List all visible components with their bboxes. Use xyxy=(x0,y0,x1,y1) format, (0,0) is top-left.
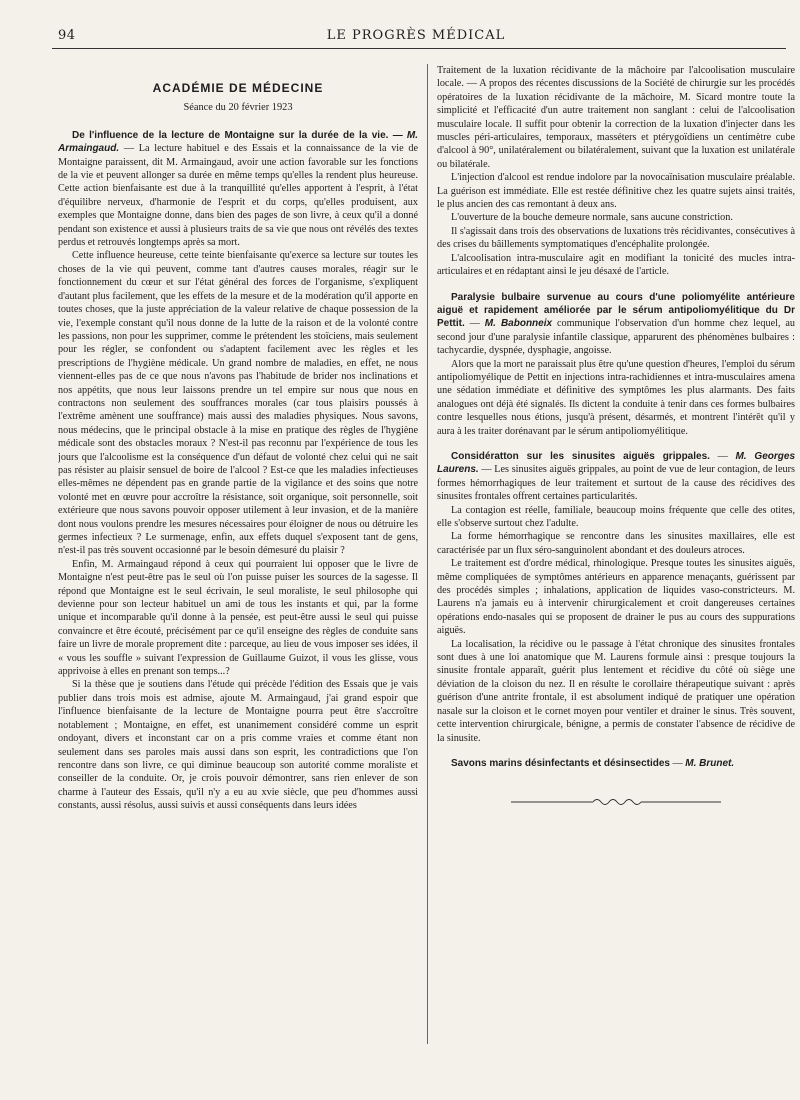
paragraph: L'ouverture de la bouche demeure normale, sans aucune constriction. xyxy=(451,212,733,224)
paragraph: Il s'agissait dans trois des observations de luxations très récidivantes, consécutives à des crises du bâillements symptomatiques d'encéphalite prolongée. xyxy=(437,225,795,251)
article-savons xyxy=(437,757,795,770)
left-column xyxy=(58,64,418,1064)
page-header xyxy=(58,24,774,46)
article-author: M. Brunet. xyxy=(685,757,735,769)
paragraph: Alors que la mort ne paraissait plus être qu'une question d'heures, l'emploi du sérum antipoliomyélique de Pettit en injections intra-rachidiennes et intra-musculaires amena une sédation immédiate et définitive des symptômes les plus alarmants. Des faits analogues ont déjà été signalés. Ils dictent la conduite à tenir dans ces formes bulbaires contre lesquelles nous étions, jusqu'à présent, désarmés, et montrent l'intérêt qu'il y aura à les traiter dorénavant par le sérum antipoliomyélitique. xyxy=(437,358,795,437)
paragraph: Enfin, M. Armaingaud répond à ceux qui pourraient lui opposer que le livre de Montaigne n'est peut-être pas le seul où l'on puisse puiser les sources de la sagesse. Il répond que Montaigne est le seul écrivain, le seul moraliste, le seul philosophe qui devienne pour son lecteur habituel un ami de tous les instants et qui, par la forme unique et incomparable qu'il donne à la pensée, est peut-être aussi le seul qui puisse convaincre et être écouté, précisément par ce qu'il enseigne des règles de conduite sans faire un livre de morale proprement dite : parceque, au lieu de vous imposer ses idées, il « vous les souffle » suivant l'expression de Guillaume Guizot, il vous les glisse, vous apprivoise à elles en prenant son temps...? xyxy=(58,558,418,678)
article-montaigne-intro xyxy=(58,129,418,250)
right-column xyxy=(437,64,795,1064)
end-ornament-rule xyxy=(511,796,721,808)
article-heading: Paralysie bulbaire survenue au cours d'une poliomyélite antérieure aiguë et rapidement améliorée par le sérum antipoliomyélitique du Dr Pettit. xyxy=(437,291,795,330)
running-title: LE PROGRÈS MÉDICAL xyxy=(326,28,506,43)
dash-separator: — xyxy=(464,318,485,330)
column-divider xyxy=(427,64,428,1044)
article-heading: De l'influence de la lecture de Montaigne sur la durée de la vie. — xyxy=(72,129,403,141)
paragraph: Le traitement est d'ordre médical, rhinologique. Presque toutes les sinusites aiguës, même compliquées de symptômes antérieurs en apparence menaçants, guérissent par des procédés simples ; inhalations, application de liquides vaso-constricteurs. M. Laurens n'a jamais eu à intervenir chirurgicalement et croit dangereuses certaines opérations endo-nasales qui se proposent de drainer le pus au cours des suppurations aiguës. xyxy=(437,558,795,637)
dash-separator: — xyxy=(709,450,736,462)
article-heading: Considératton sur les sinusites aiguës grippales. xyxy=(451,450,710,462)
article-author: M. Georges Laurens. xyxy=(437,450,795,476)
paragraph: La contagion est réelle, familiale, beaucoup moins fréquente que celle des otites, elle s'observe surtout chez l'adulte. xyxy=(437,504,795,529)
header-rule xyxy=(52,48,786,49)
paragraph-text: — Les sinusites aiguës grippales, au point de vue de leur contagion, de leurs formes hémorrhagiques de leur traitement et surtout de la cause des récidives des sinusites frontales offrent certaines particularités. xyxy=(437,464,795,503)
page-number: 94 xyxy=(58,28,76,43)
section-title: ACADÉMIE DE MÉDECINE xyxy=(152,81,324,95)
paragraph: Si la thèse que je soutiens dans l'étude qui précède l'édition des Essais que je vais publier dans trois mois est admise, ajoute M. Armaingaud, j'ai grand espoir que l'influence bienfaisante de la lecture de Montaigne pourra peut être s'accroître notablement ; Montaigne, en effet, est unanimement considéré comme un esprit ondoyant, divers et inconstant car on a pris comme vraies et comme étant non seulement dans ses paroles mais aussi dans son esprit, les contradictions que l'on rencontre dans son livre, ce qui diminue beaucoup son autorité comme moraliste et conseiller de la conduite. Or, je crois pouvoir démontrer, sans rien enlever de son charme à l'auteur des Essais, qu'il n'y a eu au xvie siècle, que peu d'hommes aussi constants, aussi résolus, aussi suivis et aussi conséquents dans leurs idées xyxy=(58,679,418,812)
article-author: M. Armaingaud. xyxy=(58,129,418,155)
article-sinusites xyxy=(437,450,795,504)
paragraph: La localisation, la récidive ou le passage à l'état chronique des sinusites frontales sont dues à une loi anatomique que M. Laurens formule ainsi : presque toujours la sinusite frontale apparaît, guérit plus lentement et récidive du côté où siège une déviation de la cloison du nez. Il en résulte le corollaire thérapeutique suivant : après guérison d'une antrite frontale, il est absolument indiqué de pratiquer une opération nasale sur la cloison et le cornet moyen pour ventiler et drainer le sinus. Très souvent, cette intervention chirurgicale, bénigne, a permis de constater l'absence de récidive de la sinusite. xyxy=(437,638,795,744)
paragraph: La forme hémorrhagique se rencontre dans les sinusites maxillaires, elle est caractérisée par un flux séro-sanguinolent abondant et des douleurs atroces. xyxy=(437,531,795,556)
article-heading: Savons marins désinfectants et désinsectides xyxy=(451,757,670,769)
session-date: Séance du 20 février 1923 xyxy=(183,102,293,114)
paragraph: Cette influence heureuse, cette teinte bienfaisante qu'exerce sa lecture sur toutes les choses de la vie qui peuvent, comme tant d'autres causes morales, réagir sur le fonctionnement du cœur et sur l'état général des forces de l'organisme, s'expliquent d'autant plus facilement, que les effets de la mesure et de la modération qu'il apporte en toutes choses, que la juste appréciation de la valeur relative de chaque possession de la vie, l'exemple constant qu'il nous donne de la lutte de la raison et de la volonté contre les passions, non pour les supprimer, comme le prétendent les stoïciens, mais seulement pour les régler, se confondent ou s'adaptent facilement avec les règles et les prescriptions de l'hygiène médicale. Un grand nombre de maladies, en effet, ne nous viennent-elles pas de ce que nous n'avons pas l'habitude de brider nos inclinations et nos appétits, que nous leur laissons prendre un tel empire sur nous que nous en contractons non seulement des souffrances morales (car tous plaisirs poussés à l'extrême amènent une souffrance) mais aussi des maladies physiques. Nous savons, nous médecins, que le principal obstacle à la mise en pratique des règles de l'hygiène médicale sont des obstacles moraux ? N'est-il pas reconnu par l'expérience de tous les jours que l'alcoolisme est la conséquence d'un défaut de volonté chez celui qui ne sait pas résister au plaisir sensuel de boire de l'alcool ? Est-ce que les maladies infectieuses elles-mêmes ne dépendent pas en grande partie de la vigilance et des soins que notre volonté met en œuvre pour accroître la résistance, soit organique, soit personnelle, soit extérieure que nous savons pouvoir opposer utilement à leur invasion, et de la manière dont nous voulons prendre les mesures nécessaires pour éloigner de nous ou détruire les germes infectieux ? Le surmenage, enfin, aux effets duquel s'exposent tant de gens, n'est-il pas très souvent occasionné par le besoin démesuré du plaisir ? xyxy=(58,250,418,557)
paragraph: L'injection d'alcool est rendue indolore par la novocaïnisation musculaire préalable. La guérison est immédiate. Elle est restée définitive chez les quatre sujets ainsi traités, le plus ancien des cas remontant à deux ans. xyxy=(437,172,795,211)
article-paralysie xyxy=(437,291,795,358)
paragraph: L'alcoolisation intra-musculaire agit en modifiant la tonicité des mucles intra-articulaires et en rédaptant ainsi le jeu désaxé de l'article. xyxy=(437,252,795,278)
paragraph: Traitement de la luxation récidivante de la mâchoire par l'alcoolisation musculaire locale. — A propos des récentes discussions de la Société de chirurgie sur les procédés opératoires de la luxation récidivante de la mâchoire, M. Sicard montre toute la simplicité et l'efficacité d'un autre traitement non sanglant : celui de l'alcoolisation musculaire locale. Il suffit pour obtenir la correction de la luxation d'injecter dans les muscles péri-articulaires, temporaux, masséters et ptérygoïdiens un centimètre cube d'alcool à 90°, unilatéralement ou bilatéralement, suivant que la luxation est unilatérale ou bilatérale. xyxy=(437,65,795,170)
paragraph-text: communique l'observation d'un homme chez lequel, au second jour d'une paralysie infantile classique, apparurent des phénomènes bulbaires : tachycardie, dyspnée, dysphagie, angoisse. xyxy=(437,318,795,357)
dash-separator: — xyxy=(669,757,686,769)
paragraph-text: — La lecture habituel e des Essais et la connaissance de la vie de Montaigne paraissent, dit M. Armaingaud, avoir une action favorable sur les fonctions de la vie et peuvent allonger sa durée en même temps qu'elles la rendent plus heureuse. Cette action bienfaisante est due à la tranquillité qu'elles apportent à l'esprit, à l'état d'équilibre nerveux, d'harmonie de l'esprit et du corps, qu'elles produisent, aux exemples que Montaigne donne, dans bien des pages de son livre, à ceux qu'il a donné pendant son existence et aussi à plusieurs traits de sa vie que nous ont révélés des textes perdus et retrouvés longtemps après sa mort. xyxy=(58,143,418,249)
article-author: M. Babonneix xyxy=(484,318,553,330)
